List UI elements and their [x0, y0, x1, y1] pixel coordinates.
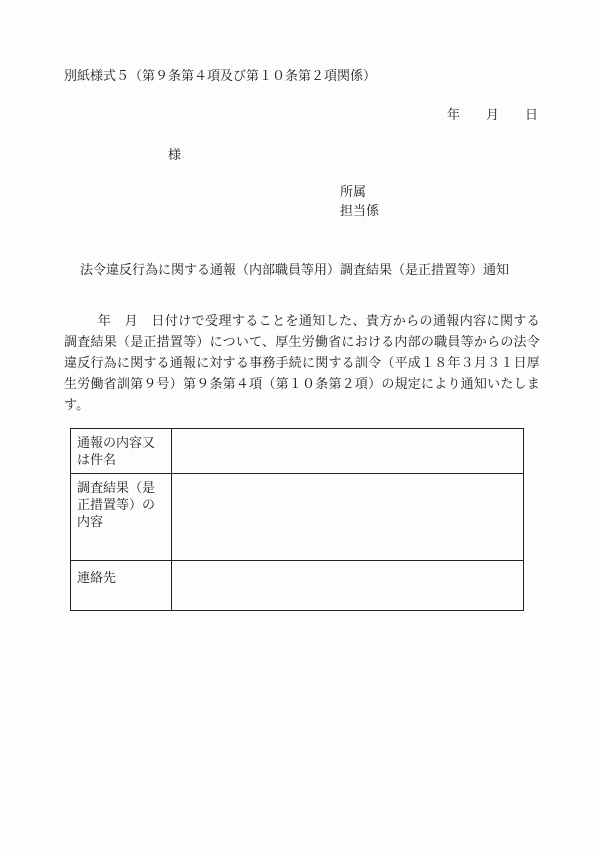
date-line: [447, 107, 538, 124]
sender-affiliation: 所属: [340, 185, 367, 200]
row-value-contact: [172, 561, 524, 611]
document-title: 法令違反行為に関する通報（内部職員等用）調査結果（是正措置等）通知: [80, 263, 510, 278]
row-label-result: 調査結果（是正措置等）の内容: [71, 474, 172, 561]
notification-table: [70, 428, 524, 611]
body-paragraph: 年 月 日付けで受理することを通知した、貴方からの通報内容に関する調査結果（是正措置等）について、厚生労働省における内部の職員等からの法令違反行為に関する通報に対する事務手続に関する訓令（平成１８年３月３１日厚生労働省訓第９号）第９条第４項（第１０条第２項）の規定により通知いたします。: [64, 314, 540, 413]
sender-section: 担当係: [340, 204, 380, 219]
table-row: [71, 429, 524, 474]
date-day: 日: [524, 108, 538, 123]
date-month: 月: [485, 108, 499, 123]
table-row: [71, 561, 524, 611]
table-row: [71, 474, 524, 561]
form-id: 別紙様式５（第９条第４項及び第１０条第２項関係）: [64, 69, 377, 84]
row-value-subject: [172, 429, 524, 474]
recipient-honorific: 様: [168, 148, 182, 163]
row-label-subject: 通報の内容又は件名: [71, 429, 172, 474]
date-year: 年: [446, 108, 460, 123]
row-value-result: [172, 474, 524, 561]
row-label-contact: 連絡先: [71, 561, 172, 611]
